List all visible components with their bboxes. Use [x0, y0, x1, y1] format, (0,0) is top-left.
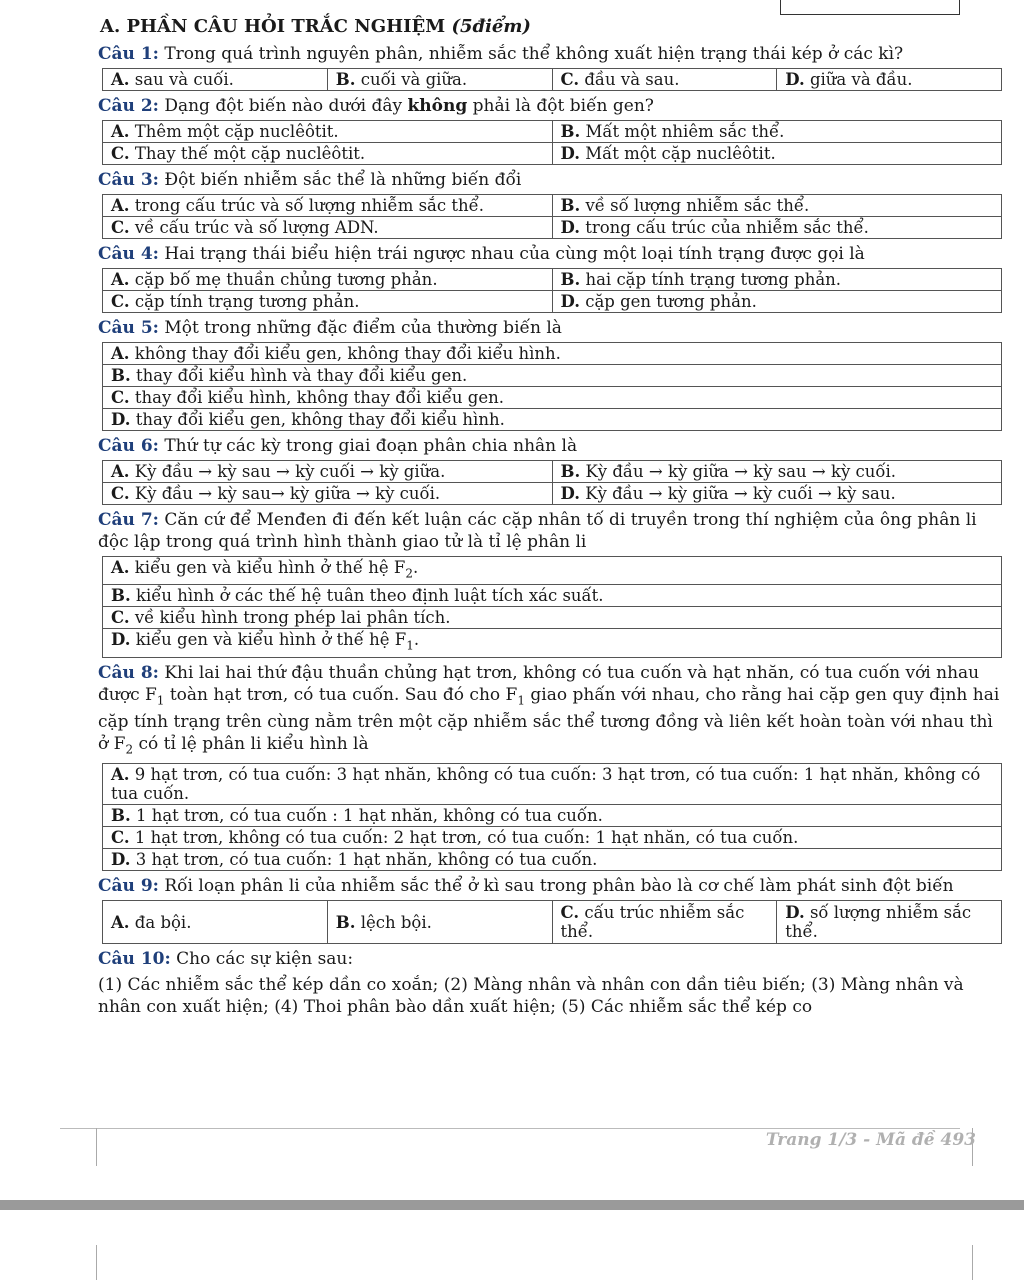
- option[interactable]: B. thay đổi kiểu hình và thay đổi kiểu gen.: [103, 365, 1002, 387]
- option[interactable]: A. không thay đổi kiểu gen, không thay đổi kiểu hình.: [103, 343, 1002, 365]
- options-q2: [102, 120, 1002, 165]
- option[interactable]: C. thay đổi kiểu hình, không thay đổi kiểu gen.: [103, 387, 1002, 409]
- option[interactable]: C. Kỳ đầu → kỳ sau→ kỳ giữa → kỳ cuối.: [103, 483, 553, 505]
- question-10: Câu 10: Cho các sự kiện sau:: [98, 949, 354, 970]
- option[interactable]: D. Kỳ đầu → kỳ giữa → kỳ cuối → kỳ sau.: [552, 483, 1002, 505]
- question-8: Câu 8: Khi lai hai thứ đậu thuần chủng hạt trơn, không có tua cuốn và hạt nhăn, có tua cuốn với nhau được $F_1$ toàn hạt trơn, có tua cuốn. Sau đó cho $F_1$ giao phấn với nhau, cho rằng hai cặp gen quy định hai cặp tính trạng trên cùng nằm trên một cặp nhiễm sắc thể tương đồng và liên kết hoàn toàn với nhau thì ở $F_2$ có tỉ lệ phân li kiểu hình là: [98, 662, 1000, 757]
- option[interactable]: B. lệch bội.: [327, 901, 552, 944]
- option[interactable]: D. số lượng nhiễm sắc thể.: [777, 901, 1002, 944]
- question-9: Câu 9: Rối loạn phân li của nhiễm sắc thể ở kì sau trong phân bào là cơ chế làm phát sinh đột biến: [98, 876, 954, 897]
- option[interactable]: C. cấu trúc nhiễm sắc thể.: [552, 901, 777, 944]
- question-5: Câu 5: Một trong những đặc điểm của thường biến là: [98, 318, 562, 338]
- options-q9: [102, 900, 1002, 944]
- option[interactable]: D. thay đổi kiểu gen, không thay đổi kiểu hình.: [103, 409, 1002, 431]
- option[interactable]: B. về số lượng nhiễm sắc thể.: [552, 195, 1002, 217]
- option[interactable]: A. 9 hạt trơn, có tua cuốn: 3 hạt nhăn, không có tua cuốn: 3 hạt trơn, có tua cuốn: 1 hạt nhăn, không có tua cuốn.: [103, 764, 1002, 805]
- option[interactable]: B. kiểu hình ở các thế hệ tuân theo định luật tích xác suất.: [103, 585, 1002, 607]
- option[interactable]: A. Thêm một cặp nuclêôtit.: [103, 121, 553, 143]
- next-page-edge-right: [972, 1245, 973, 1280]
- footer-divider: [60, 1128, 960, 1129]
- option[interactable]: D. giữa và đầu.: [777, 69, 1002, 91]
- options-q7: [102, 556, 1002, 658]
- option[interactable]: D. trong cấu trúc của nhiễm sắc thể.: [552, 217, 1002, 239]
- question-7: Câu 7: Căn cứ để Menđen đi đến kết luận các cặp nhân tố di truyền trong thí nghiệm của ông phân li độc lập trong quá trình hình thành giao tử là tỉ lệ phân li: [98, 510, 977, 552]
- option[interactable]: B. 1 hạt trơn, có tua cuốn : 1 hạt nhăn, không có tua cuốn.: [103, 805, 1002, 827]
- page-edge-left: [96, 1128, 97, 1166]
- options-q1: [102, 68, 1002, 91]
- options-q8: [102, 763, 1002, 871]
- section-title: A. PHẦN CÂU HỎI TRẮC NGHIỆM (5điểm): [100, 16, 531, 37]
- option[interactable]: A. kiểu gen và kiểu hình ở thế hệ $F_2$.: [103, 557, 1002, 585]
- option[interactable]: D. 3 hạt trơn, có tua cuốn: 1 hạt nhăn, không có tua cuốn.: [103, 849, 1002, 871]
- question-2: Câu 2: Dạng đột biến nào dưới đây không phải là đột biến gen?: [98, 96, 654, 116]
- option[interactable]: A. sau và cuối.: [103, 69, 328, 91]
- option[interactable]: A. đa bội.: [103, 901, 328, 944]
- options-q3: [102, 194, 1002, 239]
- page-footer: Trang 1/3 - Mã đề 493: [765, 1130, 976, 1150]
- question-3: Câu 3: Đột biến nhiễm sắc thể là những biến đổi: [98, 170, 522, 190]
- option[interactable]: B. Mất một nhiêm sắc thể.: [552, 121, 1002, 143]
- question-1: Câu 1: Trong quá trình nguyên phân, nhiễm sắc thể không xuất hiện trạng thái kép ở các kì?: [98, 44, 904, 64]
- option[interactable]: C. Thay thế một cặp nuclêôtit.: [103, 143, 553, 165]
- option[interactable]: B. Kỳ đầu → kỳ giữa → kỳ sau → kỳ cuối.: [552, 461, 1002, 483]
- option[interactable]: A. Kỳ đầu → kỳ sau → kỳ cuối → kỳ giữa.: [103, 461, 553, 483]
- page-separator: [0, 1200, 1024, 1210]
- question-6: Câu 6: Thứ tự các kỳ trong giai đoạn phân chia nhân là: [98, 436, 578, 456]
- option[interactable]: B. cuối và giữa.: [327, 69, 552, 91]
- question-10-body: (1) Các nhiễm sắc thể kép dần co xoắn; (2) Màng nhân và nhân con dần tiêu biến; (3) Màng nhân và nhân con xuất hiện; (4) Thoi phân bào dần xuất hiện; (5) Các nhiễm sắc thể kép co: [98, 975, 964, 1018]
- options-q6: [102, 460, 1002, 505]
- question-4: Câu 4: Hai trạng thái biểu hiện trái ngược nhau của cùng một loại tính trạng được gọi là: [98, 244, 865, 264]
- option[interactable]: C. cặp tính trạng tương phản.: [103, 291, 553, 313]
- option[interactable]: D. Mất một cặp nuclêôtit.: [552, 143, 1002, 165]
- option[interactable]: D. kiểu gen và kiểu hình ở thế hệ $F_1$.: [103, 629, 1002, 657]
- option[interactable]: D. cặp gen tương phản.: [552, 291, 1002, 313]
- option[interactable]: C. về cấu trúc và số lượng ADN.: [103, 217, 553, 239]
- options-q5: [102, 342, 1002, 431]
- exam-page: [96, 16, 1002, 1021]
- option[interactable]: B. hai cặp tính trạng tương phản.: [552, 269, 1002, 291]
- option[interactable]: C. về kiểu hình trong phép lai phân tích.: [103, 607, 1002, 629]
- option[interactable]: C. 1 hạt trơn, không có tua cuốn: 2 hạt trơn, có tua cuốn: 1 hạt nhăn, có tua cuốn.: [103, 827, 1002, 849]
- options-q4: [102, 268, 1002, 313]
- option[interactable]: C. đầu và sau.: [552, 69, 777, 91]
- next-page-edge-left: [96, 1245, 97, 1280]
- option[interactable]: A. cặp bố mẹ thuần chủng tương phản.: [103, 269, 553, 291]
- header-box: [780, 0, 960, 15]
- option[interactable]: A. trong cấu trúc và số lượng nhiễm sắc thể.: [103, 195, 553, 217]
